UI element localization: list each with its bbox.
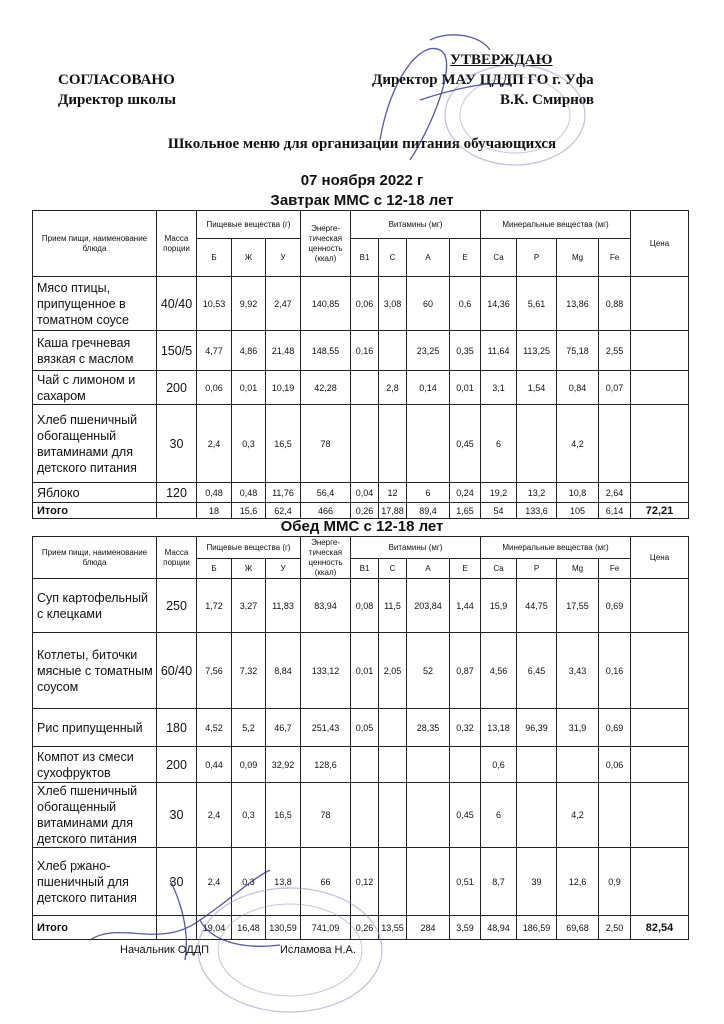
cell-zh: 0,09 [232, 747, 266, 783]
cell-mg: 69,68 [557, 916, 599, 940]
cell-u: 8,84 [266, 633, 301, 709]
cell-b: 1,72 [197, 579, 232, 633]
cell-price [631, 579, 689, 633]
cell-p [517, 783, 557, 848]
cell-b: 4,77 [197, 331, 232, 371]
cell-a: 203,84 [407, 579, 450, 633]
cell-b1: 0,05 [351, 709, 379, 747]
cell-mg: 31,9 [557, 709, 599, 747]
dish-name: Мясо птицы, припущенное в томатном соусе [33, 277, 157, 331]
cell-zh: 0,01 [232, 371, 266, 405]
cell-p: 1,54 [517, 371, 557, 405]
cell-b1: 0,12 [351, 848, 379, 916]
col-zh-header: Ж [232, 239, 266, 277]
cell-ca: 13,18 [481, 709, 517, 747]
cell-u: 46,7 [266, 709, 301, 747]
table-row [33, 483, 689, 503]
col-p-header: Р [517, 559, 557, 579]
cell-ca: 48,94 [481, 916, 517, 940]
cell-u: 11,83 [266, 579, 301, 633]
cell-mg: 13,86 [557, 277, 599, 331]
col-nutrients-header: Пищевые вещества (г) [197, 537, 301, 559]
col-mass-header: Масса порции [157, 211, 197, 277]
cell-energy: 741,09 [301, 916, 351, 940]
cell-b: 2,4 [197, 848, 232, 916]
approver-name: В.К. Смирнов [500, 92, 595, 108]
cell-zh: 7,32 [232, 633, 266, 709]
col-meal-header: Прием пищи, наименование блюда [33, 211, 157, 277]
portion-mass: 120 [157, 483, 197, 503]
cell-zh: 9,92 [232, 277, 266, 331]
cell-b: 2,4 [197, 783, 232, 848]
cell-p: 44,75 [517, 579, 557, 633]
document-date: 07 ноября 2022 г [300, 172, 424, 189]
cell-b1 [351, 783, 379, 848]
col-vitamins-header: Витамины (мг) [351, 537, 481, 559]
table-body [33, 277, 689, 519]
cell-b1 [351, 405, 379, 483]
cell-mg: 4,2 [557, 405, 599, 483]
document-title: Школьное меню для организации питания обучающихся [167, 136, 557, 152]
dish-name: Каша гречневая вязкая с маслом [33, 331, 157, 371]
cell-a: 89,4 [407, 503, 450, 519]
col-fe-header: Fe [599, 559, 631, 579]
cell-b: 2,4 [197, 405, 232, 483]
cell-b1: 0,04 [351, 483, 379, 503]
approver-title: Директор МАУ ЦДДП ГО г. Уфа [372, 72, 594, 88]
col-price-header: Цена [631, 211, 689, 277]
cell-price [631, 633, 689, 709]
cell-zh: 0,3 [232, 405, 266, 483]
approved-label: СОГЛАСОВАНО [58, 72, 175, 88]
cell-e: 0,87 [450, 633, 481, 709]
cell-mg: 4,2 [557, 783, 599, 848]
col-minerals-header: Минеральные вещества (мг) [481, 537, 631, 559]
dish-name: Компот из смеси сухофруктов [33, 747, 157, 783]
col-e-header: Е [450, 559, 481, 579]
cell-a: 0,14 [407, 371, 450, 405]
cell-ca: 14,36 [481, 277, 517, 331]
cell-energy: 148,55 [301, 331, 351, 371]
col-minerals-header: Минеральные вещества (мг) [481, 211, 631, 239]
cell-a [407, 405, 450, 483]
total-label: Итого [33, 916, 157, 940]
portion-mass: 60/40 [157, 633, 197, 709]
total-row [33, 503, 689, 519]
cell-mg: 12,6 [557, 848, 599, 916]
table-row [33, 709, 689, 747]
cell-e: 0,32 [450, 709, 481, 747]
table-row [33, 331, 689, 371]
cell-b: 19,04 [197, 916, 232, 940]
cell-ca: 3,1 [481, 371, 517, 405]
cell-ca: 6 [481, 405, 517, 483]
cell-c: 13,55 [379, 916, 407, 940]
col-b-header: Б [197, 559, 232, 579]
cell-price [631, 405, 689, 483]
cell-u: 13,8 [266, 848, 301, 916]
col-energy-header: Энерге-тическая ценность (ккал) [301, 537, 351, 579]
cell-u: 62,4 [266, 503, 301, 519]
cell-mg: 0,84 [557, 371, 599, 405]
cell-b: 0,06 [197, 371, 232, 405]
cell-e [450, 747, 481, 783]
col-p-header: Р [517, 239, 557, 277]
cell-c: 2,05 [379, 633, 407, 709]
col-c-header: С [379, 559, 407, 579]
cell-energy: 78 [301, 783, 351, 848]
cell-price [631, 783, 689, 848]
approver-position: Директор школы [58, 92, 176, 108]
dish-name: Рис припущенный [33, 709, 157, 747]
cell-u: 16,5 [266, 405, 301, 483]
cell-price [631, 747, 689, 783]
approve-label: УТВЕРЖДАЮ [450, 52, 553, 68]
cell-u: 2,47 [266, 277, 301, 331]
cell-e: 0,45 [450, 783, 481, 848]
approval-block-left [58, 70, 176, 110]
cell-c: 17,88 [379, 503, 407, 519]
cell-energy: 466 [301, 503, 351, 519]
cell-ca: 8,7 [481, 848, 517, 916]
cell-e: 0,45 [450, 405, 481, 483]
cell-c [379, 747, 407, 783]
cell-e: 1,65 [450, 503, 481, 519]
cell-a: 60 [407, 277, 450, 331]
lunch-title: Обед ММС с 12-18 лет [280, 518, 444, 535]
table-row [33, 579, 689, 633]
cell-a: 23,25 [407, 331, 450, 371]
cell-p: 133,6 [517, 503, 557, 519]
footer-signer: Исламова Н.А. [280, 944, 356, 956]
cell-b: 18 [197, 503, 232, 519]
col-zh-header: Ж [232, 559, 266, 579]
cell-zh: 4,86 [232, 331, 266, 371]
cell-energy: 42,28 [301, 371, 351, 405]
cell-p: 13,2 [517, 483, 557, 503]
cell-energy: 66 [301, 848, 351, 916]
col-u-header: У [266, 239, 301, 277]
cell-ca: 11,64 [481, 331, 517, 371]
cell-a [407, 848, 450, 916]
cell-fe: 0,16 [599, 633, 631, 709]
cell-ca: 54 [481, 503, 517, 519]
cell-c [379, 405, 407, 483]
cell-b1: 0,16 [351, 331, 379, 371]
cell-mg: 3,43 [557, 633, 599, 709]
cell-energy: 128,6 [301, 747, 351, 783]
cell-fe: 0,69 [599, 709, 631, 747]
cell-fe: 0,06 [599, 747, 631, 783]
total-label: Итого [33, 503, 157, 519]
cell-c [379, 331, 407, 371]
col-meal-header: Прием пищи, наименование блюда [33, 537, 157, 579]
cell-u: 130,59 [266, 916, 301, 940]
cell-e: 0,01 [450, 371, 481, 405]
cell-b1: 0,26 [351, 503, 379, 519]
breakfast-title: Завтрак ММС с 12-18 лет [270, 192, 454, 209]
dish-name: Котлеты, биточки мясные с томатным соусом [33, 633, 157, 709]
cell-energy: 56,4 [301, 483, 351, 503]
cell-b1 [351, 371, 379, 405]
col-nutrients-header: Пищевые вещества (г) [197, 211, 301, 239]
cell-fe: 0,9 [599, 848, 631, 916]
cell-c: 11,5 [379, 579, 407, 633]
cell-fe: 2,64 [599, 483, 631, 503]
cell-price: 82,54 [631, 916, 689, 940]
col-u-header: У [266, 559, 301, 579]
cell-b: 4,52 [197, 709, 232, 747]
dish-name: Чай с лимоном и сахаром [33, 371, 157, 405]
portion-mass: 30 [157, 783, 197, 848]
cell-p [517, 405, 557, 483]
cell-a: 52 [407, 633, 450, 709]
cell-p: 96,39 [517, 709, 557, 747]
cell-c: 2,8 [379, 371, 407, 405]
portion-mass: 200 [157, 747, 197, 783]
cell-zh: 0,3 [232, 783, 266, 848]
cell-a: 28,35 [407, 709, 450, 747]
col-a-header: А [407, 239, 450, 277]
breakfast-table [32, 210, 689, 519]
cell-zh: 0,48 [232, 483, 266, 503]
dish-name: Суп картофельный с клецками [33, 579, 157, 633]
cell-b: 10,53 [197, 277, 232, 331]
cell-zh: 16,48 [232, 916, 266, 940]
col-b1-header: В1 [351, 559, 379, 579]
footer-position: Начальник ОДДП [120, 944, 210, 956]
portion-mass: 40/40 [157, 277, 197, 331]
cell-e: 0,35 [450, 331, 481, 371]
table-row [33, 783, 689, 848]
dish-name: Яблоко [33, 483, 157, 503]
cell-a: 6 [407, 483, 450, 503]
cell-c [379, 783, 407, 848]
portion-mass [157, 503, 197, 519]
cell-mg: 10,8 [557, 483, 599, 503]
cell-fe: 2,50 [599, 916, 631, 940]
dish-name: Хлеб ржано-пшеничный для детского питания [33, 848, 157, 916]
cell-e: 3,59 [450, 916, 481, 940]
cell-b: 0,44 [197, 747, 232, 783]
signature-bottom [80, 860, 320, 970]
dish-name: Хлеб пшеничный обогащенный витаминами для детского питания [33, 783, 157, 848]
cell-energy: 133,12 [301, 633, 351, 709]
col-c-header: С [379, 239, 407, 277]
cell-a [407, 747, 450, 783]
cell-b1: 0,01 [351, 633, 379, 709]
cell-price [631, 848, 689, 916]
portion-mass: 30 [157, 405, 197, 483]
cell-price [631, 709, 689, 747]
cell-b1 [351, 747, 379, 783]
cell-b: 0,48 [197, 483, 232, 503]
cell-fe [599, 405, 631, 483]
col-b1-header: В1 [351, 239, 379, 277]
portion-mass: 150/5 [157, 331, 197, 371]
cell-c: 12 [379, 483, 407, 503]
cell-a: 284 [407, 916, 450, 940]
portion-mass: 180 [157, 709, 197, 747]
cell-p: 39 [517, 848, 557, 916]
cell-e: 0,6 [450, 277, 481, 331]
cell-b1: 0,06 [351, 277, 379, 331]
cell-price [631, 277, 689, 331]
cell-energy: 83,94 [301, 579, 351, 633]
table-row [33, 747, 689, 783]
cell-fe: 6,14 [599, 503, 631, 519]
col-ca-header: Са [481, 559, 517, 579]
cell-e: 0,51 [450, 848, 481, 916]
cell-e: 0,24 [450, 483, 481, 503]
dish-name: Хлеб пшеничный обогащенный витаминами для детского питания [33, 405, 157, 483]
cell-fe: 0,69 [599, 579, 631, 633]
cell-p: 6,45 [517, 633, 557, 709]
col-e-header: Е [450, 239, 481, 277]
cell-price [631, 371, 689, 405]
table-row [33, 633, 689, 709]
cell-mg: 75,18 [557, 331, 599, 371]
portion-mass: 200 [157, 371, 197, 405]
cell-p [517, 747, 557, 783]
cell-ca: 4,56 [481, 633, 517, 709]
signature-top [360, 20, 520, 170]
cell-fe: 0,88 [599, 277, 631, 331]
cell-b1: 0,08 [351, 579, 379, 633]
cell-u: 11,76 [266, 483, 301, 503]
cell-p: 186,59 [517, 916, 557, 940]
cell-c [379, 709, 407, 747]
cell-a [407, 783, 450, 848]
col-mg-header: Mg [557, 559, 599, 579]
cell-u: 10,19 [266, 371, 301, 405]
cell-fe: 2,55 [599, 331, 631, 371]
cell-b1: 0,26 [351, 916, 379, 940]
cell-mg: 105 [557, 503, 599, 519]
cell-energy: 78 [301, 405, 351, 483]
col-vitamins-header: Витамины (мг) [351, 211, 481, 239]
cell-price: 72,21 [631, 503, 689, 519]
cell-e: 1,44 [450, 579, 481, 633]
cell-mg [557, 747, 599, 783]
cell-ca: 19,2 [481, 483, 517, 503]
cell-p: 113,25 [517, 331, 557, 371]
cell-u: 21,48 [266, 331, 301, 371]
col-a-header: А [407, 559, 450, 579]
cell-energy: 140,85 [301, 277, 351, 331]
col-fe-header: Fe [599, 239, 631, 277]
cell-energy: 251,43 [301, 709, 351, 747]
table-row [33, 371, 689, 405]
cell-fe: 0,07 [599, 371, 631, 405]
cell-zh: 3,27 [232, 579, 266, 633]
col-ca-header: Са [481, 239, 517, 277]
portion-mass: 250 [157, 579, 197, 633]
col-price-header: Цена [631, 537, 689, 579]
table-header-row [33, 211, 689, 239]
cell-price [631, 483, 689, 503]
table-row [33, 277, 689, 331]
cell-zh: 0,3 [232, 848, 266, 916]
cell-fe [599, 783, 631, 848]
cell-c: 3,08 [379, 277, 407, 331]
cell-u: 32,92 [266, 747, 301, 783]
cell-b: 7,56 [197, 633, 232, 709]
portion-mass: 30 [157, 848, 197, 916]
cell-ca: 6 [481, 783, 517, 848]
table-row [33, 405, 689, 483]
cell-price [631, 331, 689, 371]
cell-ca: 15,9 [481, 579, 517, 633]
cell-mg: 17,55 [557, 579, 599, 633]
col-energy-header: Энерге-тическая ценность (ккал) [301, 211, 351, 277]
cell-u: 16,5 [266, 783, 301, 848]
cell-p: 5,61 [517, 277, 557, 331]
table-header-row [33, 537, 689, 559]
cell-ca: 0,6 [481, 747, 517, 783]
col-mass-header: Масса порции [157, 537, 197, 579]
cell-zh: 5,2 [232, 709, 266, 747]
col-mg-header: Mg [557, 239, 599, 277]
col-b-header: Б [197, 239, 232, 277]
cell-zh: 15,6 [232, 503, 266, 519]
